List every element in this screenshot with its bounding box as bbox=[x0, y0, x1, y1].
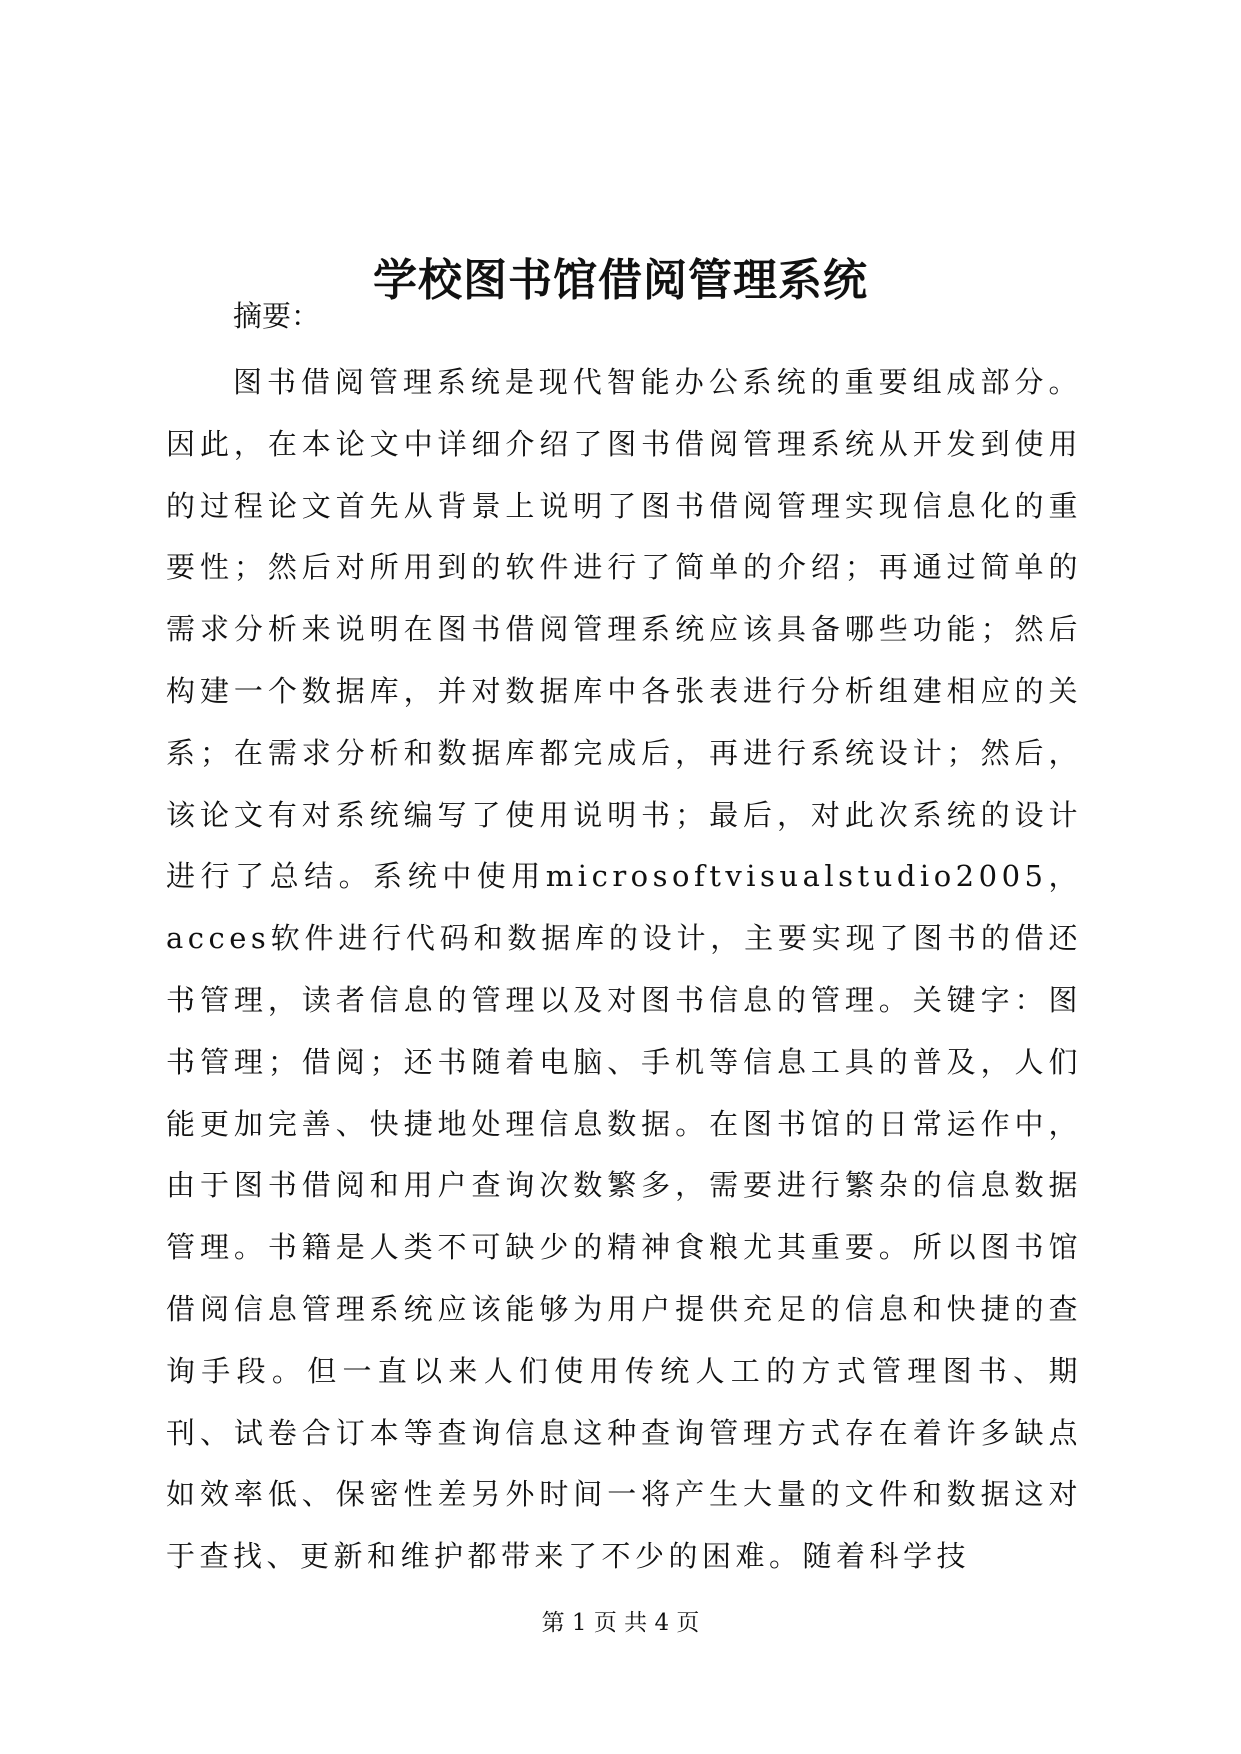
abstract-label: 摘要： bbox=[233, 299, 321, 333]
document-title: 学校图书馆借阅管理系统 bbox=[373, 255, 868, 307]
page-footer: 第 1 页 共 4 页 bbox=[541, 1610, 700, 1636]
abstract-body: 图书借阅管理系统是现代智能办公系统的重要组成部分。因此，在本论文中详细介绍了图书借阅管理系统从开发到使用的过程论文首先从背景上说明了图书借阅管理实现信息化的重要性；然后对所用到的软件进行了简单的介绍；再通过简单的需求分析来说明在图书借阅管理系统应该具备哪些功能；然后构建一个数据库，并对数据库中各张表进行分析组建相应的关系；在需求分析和数据库都完成后，再进行系统设计；然后，该论文有对系统编写了使用说明书；最后，对此次系统的设计进行了总结。系统中使用microsoftvisualstudio2005，acces软件进行代码和数据库的设计，主要实现了图书的借还书管理，读者信息的管理以及对图书信息的管理。关键字：图书管理；借阅；还书随着电脑、手机等信息工具的普及，人们能更加完善、快捷地处理信息数据。在图书馆的日常运作中，由于图书借阅和用户查询次数繁多，需要进行繁杂的信息数据管理。书籍是人类不可缺少的精神食粮尤其重要。所以图书馆借阅信息管理系统应该能够为用户提供充足的信息和快捷的查询手段。但一直以来人们使用传统人工的方式管理图书、期刊、试卷合订本等查询信息这种查询管理方式存在着许多缺点如效率低、保密性差另外时间一将产生大量的文件和数据这对于查找、更新和维护都带来了不少的困难。随着科学技 bbox=[166, 365, 1082, 1574]
